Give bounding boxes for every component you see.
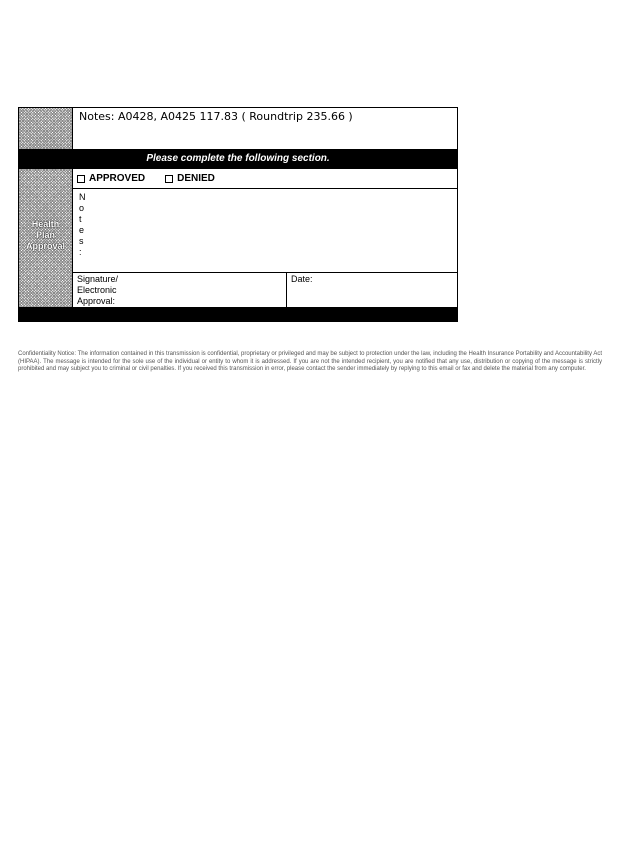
denied-checkbox[interactable] xyxy=(165,173,215,184)
notes-label xyxy=(79,192,87,258)
notes-letter: : xyxy=(79,247,82,257)
date-field[interactable] xyxy=(287,273,457,307)
side-label-line: Approval xyxy=(25,241,65,251)
denied-label: DENIED xyxy=(177,173,215,184)
date-label: Date: xyxy=(291,274,313,284)
checkbox-icon xyxy=(77,175,85,183)
confidentiality-notice: Confidentiality Notice: The information contained in this transmission is confidential, proprietary or privileged and may be subject to protection under the law, including the Health Insurance Portability and Accountability Act (HIPAA). The message is intended for the sole use of the individual or entity to whom it is addressed. If you are not the intended recipient, you are notified that any use, distribution or copying of the message is strictly prohibited and may subject you to criminal or civil penalties. If you received this transmission in error, please contact the sender immediately by replying to this email or fax and delete the material from any computer. xyxy=(18,351,602,372)
signature-label-line: Signature/ xyxy=(77,274,119,284)
shaded-cell xyxy=(19,108,73,149)
bottom-bar xyxy=(19,307,457,321)
side-label-line: Health xyxy=(31,219,60,229)
notes-letter: o xyxy=(79,203,85,213)
approved-label: APPROVED xyxy=(89,173,146,184)
health-plan-approval-cell xyxy=(19,169,73,321)
side-label-line: Plan xyxy=(35,230,55,240)
notes-letter: N xyxy=(79,192,86,202)
approval-form xyxy=(18,107,458,322)
signature-label-line: Electronic xyxy=(77,285,117,295)
decision-row xyxy=(73,169,457,189)
health-plan-approval-label xyxy=(19,219,72,252)
notes-letter: s xyxy=(79,236,84,246)
approved-checkbox[interactable] xyxy=(77,173,145,184)
notes-line: Notes: A0428, A0425 117.83 ( Roundtrip 235.66 ) xyxy=(79,110,353,123)
signature-label-line: Approval: xyxy=(77,296,116,306)
section-banner: Please complete the following section. xyxy=(19,149,457,169)
notes-letter: t xyxy=(79,214,82,224)
signature-field[interactable] xyxy=(73,273,287,307)
notes-field[interactable] xyxy=(73,189,457,273)
checkbox-icon xyxy=(165,175,173,183)
notes-letter: e xyxy=(79,225,85,235)
